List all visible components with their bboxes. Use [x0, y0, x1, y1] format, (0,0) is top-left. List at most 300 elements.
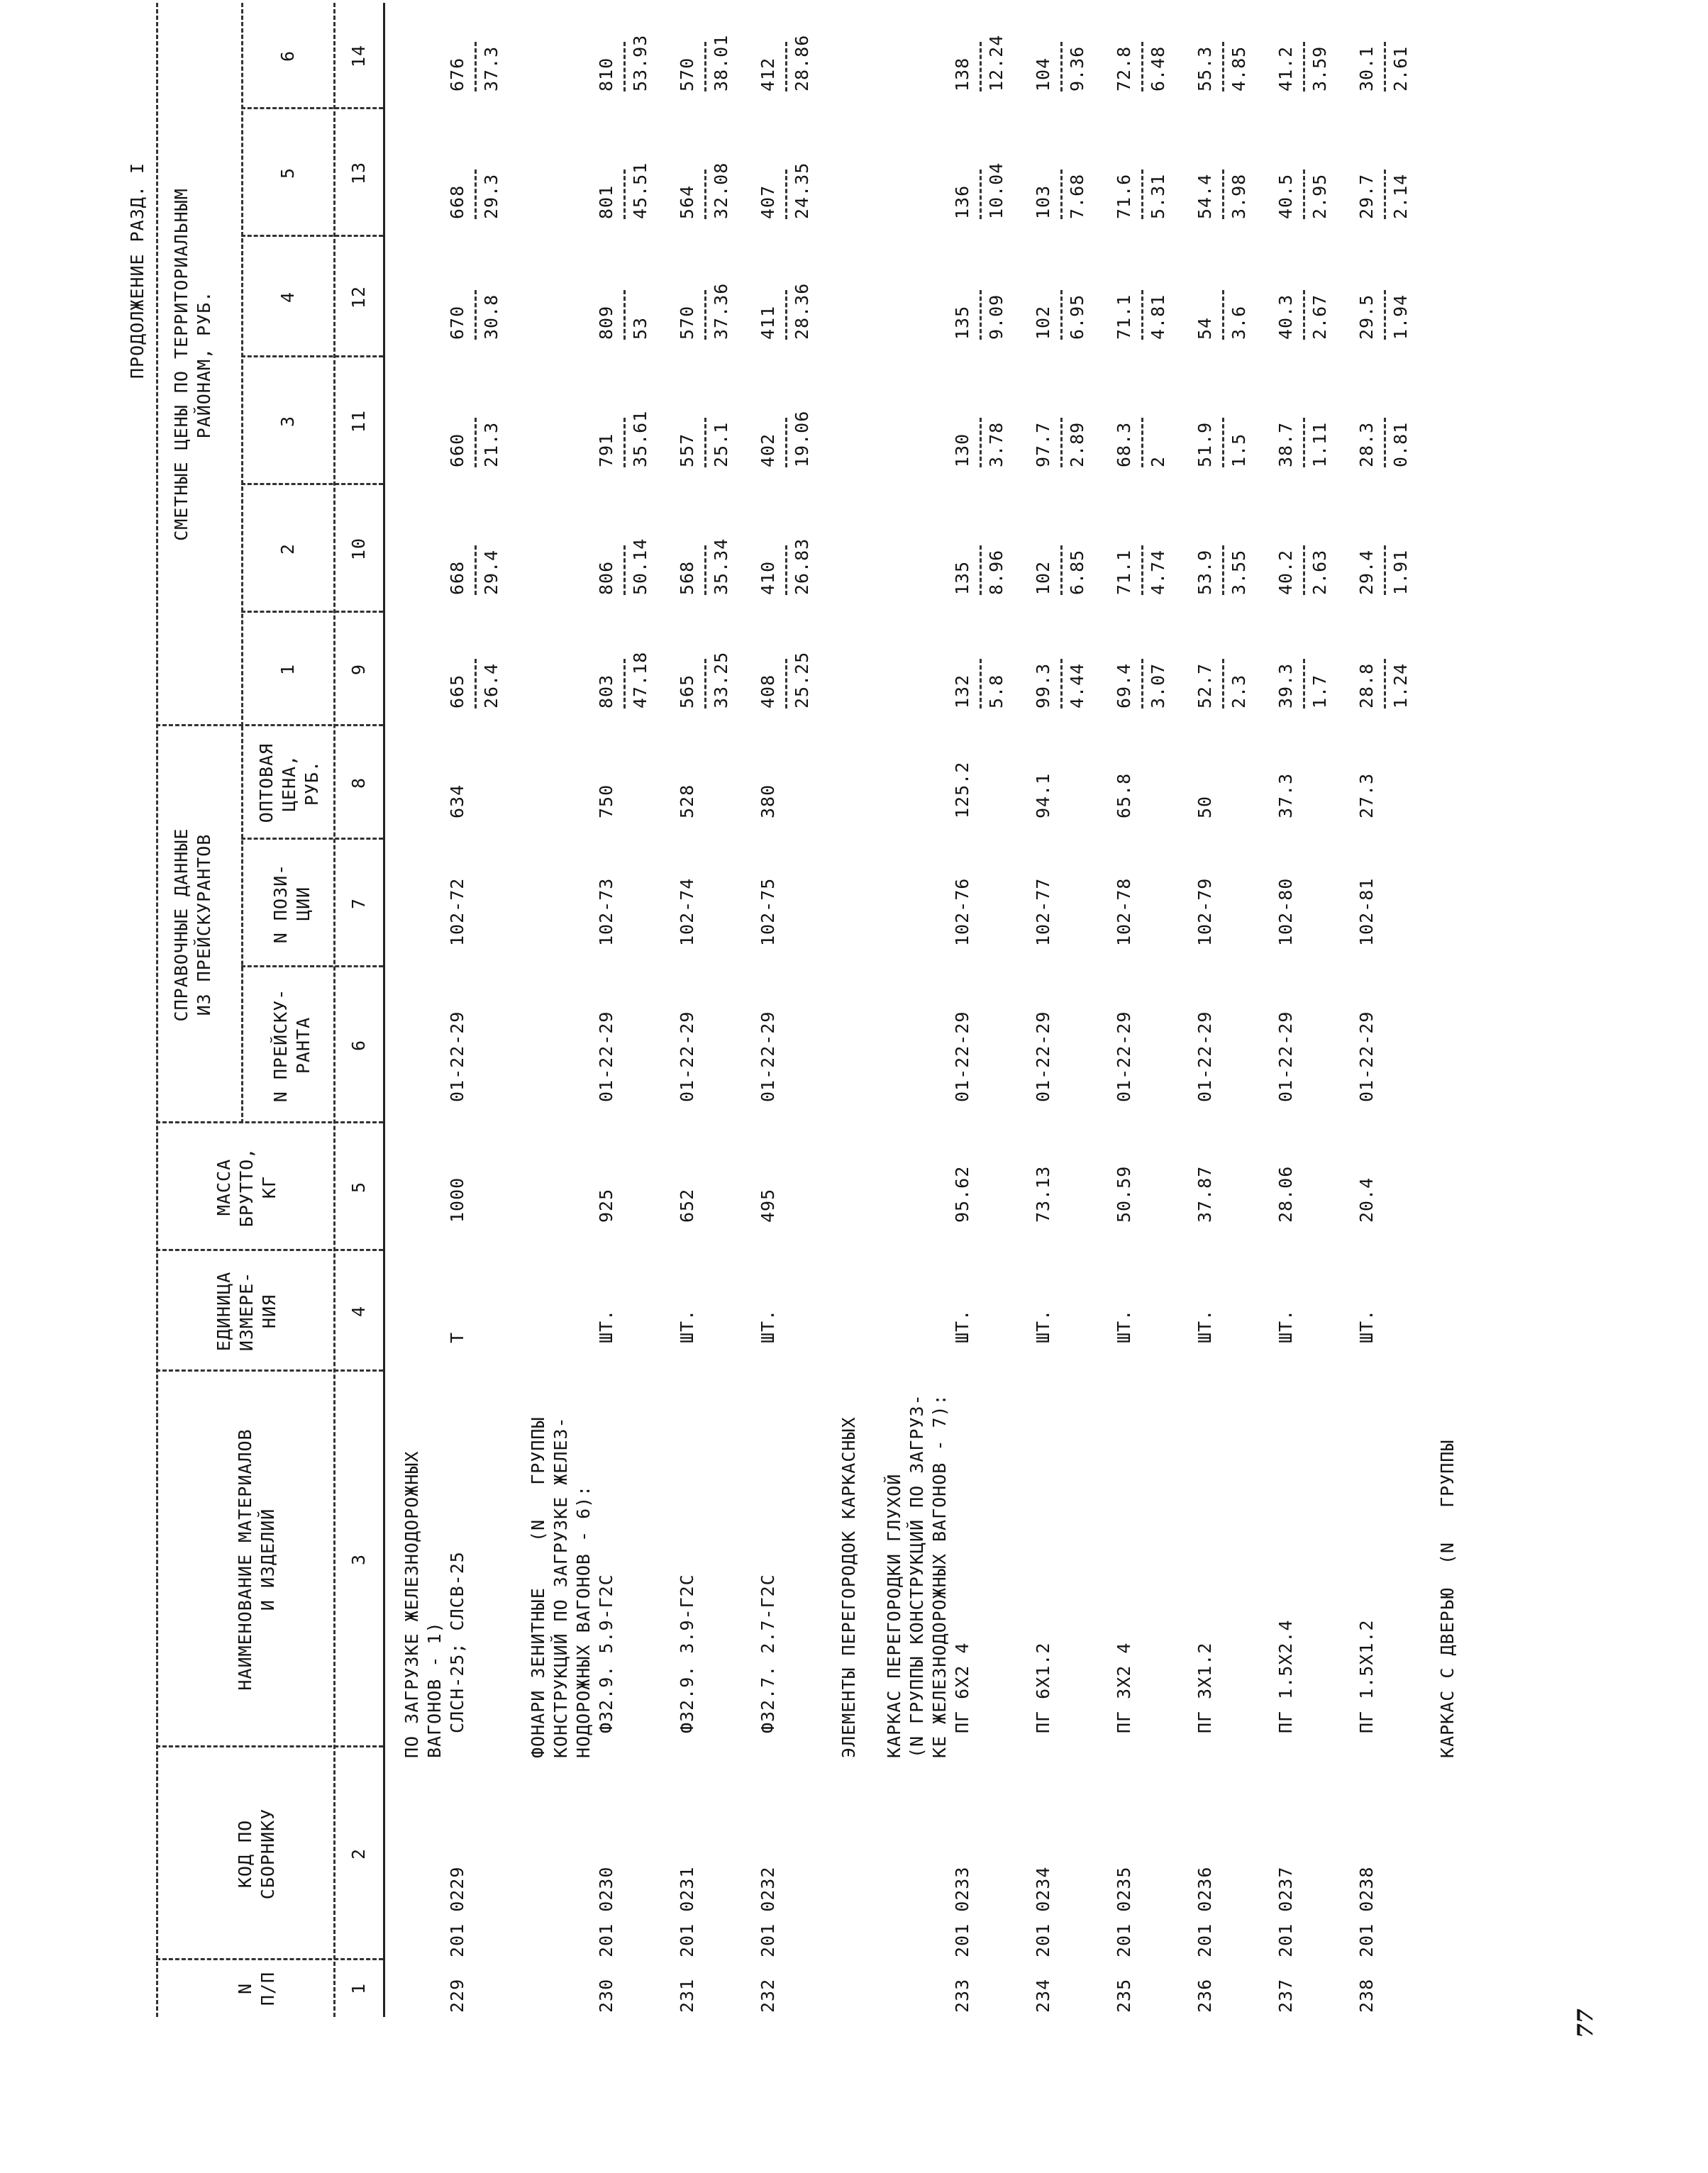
column-number: 3 [348, 1553, 369, 1566]
row-code: 201 0238 [1356, 1866, 1377, 1957]
price-separator [475, 545, 477, 595]
column-number: 1 [348, 1982, 369, 1995]
price-separator [1060, 169, 1063, 219]
column-number: 5 [348, 1181, 369, 1194]
row-estimated-price: 40.5 [1275, 173, 1296, 219]
region-number: 2 [277, 543, 298, 555]
column-header-wholesale: ЦЕНА, [279, 754, 299, 812]
row-estimated-price-transport: 0.81 [1390, 421, 1411, 467]
row-name: ПГ 3Х2 4 [1114, 1642, 1134, 1733]
page-number: 77 [1573, 2008, 1598, 2038]
price-separator [1222, 418, 1224, 467]
row-position: 102-79 [1194, 877, 1215, 946]
column-number-rule [333, 3, 336, 2017]
row-estimated-price-transport: 25.25 [792, 651, 812, 708]
row-estimated-price: 806 [596, 560, 616, 595]
row-estimated-price-transport: 5.31 [1148, 173, 1168, 219]
row-estimated-price: 660 [447, 433, 467, 467]
row-name: Ф32.9. 3.9-Г2С [677, 1574, 697, 1733]
price-separator [1222, 545, 1224, 595]
row-position: 102-73 [596, 877, 616, 946]
section-title: ПО ЗАГРУЗКЕ ЖЕЛЕЗНОДОРОЖНЫХ [401, 1450, 422, 1758]
row-unit: Т [447, 1331, 467, 1343]
row-estimated-price-transport: 6.95 [1067, 294, 1087, 340]
row-estimated-price: 408 [758, 674, 778, 708]
price-separator [1384, 545, 1386, 595]
row-mass: 20.4 [1356, 1177, 1377, 1223]
row-estimated-price: 39.3 [1275, 662, 1296, 708]
row-estimated-price: 668 [447, 560, 467, 595]
row-code: 201 0236 [1194, 1866, 1215, 1957]
row-estimated-price: 72.8 [1114, 45, 1134, 91]
row-estimated-price-transport: 9.36 [1067, 45, 1087, 91]
row-estimated-price-transport: 29.4 [481, 549, 501, 595]
row-estimated-price: 68.3 [1114, 421, 1134, 467]
row-mass: 37.87 [1194, 1165, 1215, 1223]
row-mass: 1000 [447, 1177, 467, 1223]
price-separator [1303, 418, 1305, 467]
row-estimated-price: 104 [1033, 57, 1053, 91]
row-mass: 652 [677, 1188, 697, 1223]
price-separator [1222, 169, 1224, 219]
row-estimated-price-transport: 37.36 [711, 282, 731, 340]
price-separator [785, 290, 787, 340]
column-number: 7 [348, 897, 369, 910]
row-estimated-price: 803 [596, 674, 616, 708]
column-number: 2 [348, 1847, 369, 1860]
row-pricelist: 01-22-29 [758, 1011, 778, 1102]
row-estimated-price: 136 [952, 184, 972, 219]
row-estimated-price-transport: 53 [630, 316, 650, 340]
row-number: 232 [758, 1978, 778, 2013]
row-estimated-price: 135 [952, 560, 972, 595]
price-separator [980, 290, 982, 340]
price-separator [785, 418, 787, 467]
row-mass: 495 [758, 1188, 778, 1223]
row-estimated-price-transport: 6.48 [1148, 45, 1168, 91]
row-estimated-price-transport: 19.06 [792, 410, 812, 467]
column-header-npp: П/П [257, 1971, 278, 2006]
column-header-name: И ИЗДЕЛИЙ [257, 1508, 278, 1611]
row-estimated-price: 38.7 [1275, 421, 1296, 467]
row-mass: 925 [596, 1188, 616, 1223]
header-bottom-rule [383, 3, 385, 2017]
price-separator [1384, 659, 1386, 708]
row-number: 230 [596, 1978, 616, 2013]
column-number: 9 [348, 663, 369, 676]
row-estimated-price: 29.5 [1356, 294, 1377, 340]
column-header-wholesale: РУБ. [301, 760, 322, 806]
row-estimated-price-transport: 1.11 [1309, 421, 1330, 467]
section-title: КАРКАС С ДВЕРЬЮ (N ГРУППЫ [1437, 1439, 1458, 1758]
price-separator [1303, 659, 1305, 708]
row-estimated-price: 69.4 [1114, 662, 1134, 708]
column-group-reference: СПРАВОЧНЫЕ ДАННЫЕ [171, 828, 192, 1022]
row-position: 102-75 [758, 877, 778, 946]
column-number: 8 [348, 777, 369, 789]
row-estimated-price: 565 [677, 674, 697, 708]
row-estimated-price: 30.1 [1356, 45, 1377, 91]
row-estimated-price: 138 [952, 57, 972, 91]
row-estimated-price-transport: 10.04 [986, 162, 1006, 219]
row-estimated-price: 564 [677, 184, 697, 219]
region-number: 6 [277, 50, 298, 62]
price-separator [1222, 42, 1224, 91]
row-unit: ШТ. [1033, 1308, 1053, 1343]
price-separator [1141, 169, 1143, 219]
column-header-unit: НИЯ [259, 1294, 279, 1329]
row-estimated-price: 557 [677, 433, 697, 467]
price-separator [475, 169, 477, 219]
row-estimated-price-transport: 25.1 [711, 421, 731, 467]
row-estimated-price: 132 [952, 674, 972, 708]
column-header-position: ЦИИ [293, 886, 314, 921]
row-estimated-price-transport: 7.68 [1067, 173, 1087, 219]
price-separator [1060, 42, 1063, 91]
row-code: 201 0229 [447, 1866, 467, 1957]
row-code: 201 0235 [1114, 1866, 1134, 1957]
region-number: 5 [277, 167, 298, 179]
price-separator [1060, 290, 1063, 340]
row-number: 236 [1194, 1978, 1215, 2013]
row-name: СЛСН-25; СЛСВ-25 [447, 1551, 467, 1733]
row-unit: ШТ. [1194, 1308, 1215, 1343]
price-separator [785, 42, 787, 91]
row-unit: ШТ. [677, 1308, 697, 1343]
price-separator [623, 418, 626, 467]
column-number: 4 [348, 1305, 369, 1318]
price-separator [1060, 545, 1063, 595]
row-estimated-price-transport: 21.3 [481, 421, 501, 467]
row-estimated-price: 402 [758, 433, 778, 467]
header-group-rule [241, 3, 243, 726]
row-estimated-price-transport: 53.93 [630, 34, 650, 91]
row-estimated-price-transport: 6.85 [1067, 549, 1087, 595]
price-separator [704, 659, 706, 708]
row-number: 238 [1356, 1978, 1377, 2013]
row-estimated-price-transport: 2.67 [1309, 294, 1330, 340]
row-estimated-price: 570 [677, 305, 697, 340]
row-pricelist: 01-22-29 [1114, 1011, 1134, 1102]
price-separator [704, 169, 706, 219]
column-header-name: НАИМЕНОВАНИЕ МАТЕРИАЛОВ [235, 1428, 255, 1691]
column-number: 10 [348, 537, 369, 561]
row-estimated-price: 791 [596, 433, 616, 467]
price-separator [1060, 418, 1063, 467]
row-name: ПГ 1.5Х1.2 [1356, 1619, 1377, 1733]
price-separator [623, 659, 626, 708]
column-header-code: СБОРНИКУ [257, 1808, 278, 1900]
row-estimated-price-transport: 9.09 [986, 294, 1006, 340]
price-separator [1384, 169, 1386, 219]
price-separator [704, 418, 706, 467]
column-group-estimated-prices: СМЕТНЫЕ ЦЕНЫ ПО ТЕРРИТОРИАЛЬНЫМ [171, 188, 192, 541]
row-code: 201 0237 [1275, 1866, 1296, 1957]
price-separator [1384, 418, 1386, 467]
row-estimated-price: 97.7 [1033, 421, 1053, 467]
row-number: 234 [1033, 1978, 1053, 2013]
row-estimated-price: 99.3 [1033, 662, 1053, 708]
row-estimated-price: 28.3 [1356, 421, 1377, 467]
row-estimated-price-transport: 5.8 [986, 674, 1006, 708]
section-header: ПРОДОЛЖЕНИЕ РАЗД. I [127, 162, 148, 379]
row-pricelist: 01-22-29 [447, 1011, 467, 1102]
row-estimated-price-transport: 1.91 [1390, 549, 1411, 595]
row-wholesale: 27.3 [1356, 772, 1377, 818]
row-number: 237 [1275, 1978, 1296, 2013]
row-name: ПГ 1.5Х2.4 [1275, 1619, 1296, 1733]
row-estimated-price: 40.3 [1275, 294, 1296, 340]
row-estimated-price: 54 [1194, 316, 1215, 340]
price-separator [980, 418, 982, 467]
row-estimated-price-transport: 47.18 [630, 651, 650, 708]
row-estimated-price: 29.7 [1356, 173, 1377, 219]
row-wholesale: 65.8 [1114, 772, 1134, 818]
column-number: 14 [348, 44, 369, 68]
row-wholesale: 50 [1194, 795, 1215, 818]
row-number: 231 [677, 1978, 697, 2013]
row-estimated-price-transport: 35.61 [630, 410, 650, 467]
column-header-unit: ЕДИНИЦА [214, 1271, 234, 1352]
price-separator [1060, 659, 1063, 708]
row-estimated-price: 53.9 [1194, 549, 1215, 595]
header-group-rule [241, 726, 243, 1123]
row-estimated-price-transport: 38.01 [711, 34, 731, 91]
section-title: НОДОРОЖНЫХ ВАГОНОВ - 6): [573, 1484, 594, 1758]
column-header-pricelist: РАНТА [293, 1016, 314, 1074]
column-header-mass: МАССА [214, 1158, 234, 1216]
column-header-position: N ПОЗИ- [270, 863, 291, 944]
row-name: Ф32.9. 5.9-Г2С [596, 1574, 616, 1733]
price-separator [1384, 290, 1386, 340]
row-estimated-price: 407 [758, 184, 778, 219]
row-estimated-price-transport: 4.81 [1148, 294, 1168, 340]
row-estimated-price-transport: 2.14 [1390, 173, 1411, 219]
header-top-rule [156, 3, 158, 2017]
row-wholesale: 37.3 [1275, 772, 1296, 818]
row-estimated-price-transport: 3.6 [1229, 305, 1249, 340]
row-estimated-price: 801 [596, 184, 616, 219]
row-estimated-price: 568 [677, 560, 697, 595]
row-estimated-price: 670 [447, 305, 467, 340]
price-separator [1303, 545, 1305, 595]
row-mass: 73.13 [1033, 1165, 1053, 1223]
column-number: 12 [348, 285, 369, 309]
row-estimated-price-transport: 2.3 [1229, 674, 1249, 708]
row-code: 201 0232 [758, 1866, 778, 1957]
column-header-mass: БРУТТО, [236, 1147, 257, 1228]
price-separator [704, 290, 706, 340]
column-group-estimated-prices: РАЙОНАМ, РУБ. [194, 290, 214, 439]
row-estimated-price: 676 [447, 57, 467, 91]
row-estimated-price: 102 [1033, 305, 1053, 340]
row-wholesale: 380 [758, 784, 778, 818]
row-estimated-price-transport: 2 [1148, 455, 1168, 467]
row-estimated-price: 28.8 [1356, 662, 1377, 708]
row-estimated-price-transport: 1.7 [1309, 674, 1330, 708]
price-separator [1141, 418, 1143, 467]
section-title: КЕ ЖЕЛЕЗНОДОРОЖНЫХ ВАГОНОВ - 7): [929, 1394, 950, 1758]
price-separator [1222, 290, 1224, 340]
price-separator [704, 42, 706, 91]
row-estimated-price: 71.6 [1114, 173, 1134, 219]
price-separator [980, 659, 982, 708]
row-estimated-price: 41.2 [1275, 45, 1296, 91]
price-separator [785, 659, 787, 708]
row-wholesale: 94.1 [1033, 772, 1053, 818]
row-estimated-price-transport: 2.95 [1309, 173, 1330, 219]
row-estimated-price-transport: 26.83 [792, 538, 812, 595]
row-estimated-price: 40.2 [1275, 549, 1296, 595]
row-estimated-price: 102 [1033, 560, 1053, 595]
row-position: 102-81 [1356, 877, 1377, 946]
row-estimated-price-transport: 2.61 [1390, 45, 1411, 91]
column-header-pricelist: N ПРЕЙСКУ- [270, 988, 291, 1103]
row-mass: 28.06 [1275, 1165, 1296, 1223]
section-title: КОНСТРУКЦИЙ ПО ЗАГРУЗКЕ ЖЕЛЕЗ- [550, 1416, 571, 1758]
row-pricelist: 01-22-29 [1033, 1011, 1053, 1102]
row-estimated-price: 29.4 [1356, 549, 1377, 595]
price-separator [1141, 659, 1143, 708]
price-separator [980, 545, 982, 595]
price-separator [1303, 169, 1305, 219]
column-header-code: КОД ПО [235, 1819, 255, 1889]
row-unit: ШТ. [758, 1308, 778, 1343]
row-estimated-price-transport: 45.51 [630, 162, 650, 219]
row-pricelist: 01-22-29 [1275, 1011, 1296, 1102]
region-number: 1 [277, 663, 298, 676]
column-number: 13 [348, 161, 369, 185]
row-mass: 95.62 [952, 1165, 972, 1223]
row-estimated-price-transport: 12.24 [986, 34, 1006, 91]
column-header-wholesale: ОПТОВАЯ [256, 743, 277, 823]
section-title: ЭЛЕМЕНТЫ ПЕРЕГОРОДОК КАРКАСНЫХ [838, 1416, 859, 1758]
row-position: 102-80 [1275, 877, 1296, 946]
row-estimated-price-transport: 29.3 [481, 173, 501, 219]
price-separator [980, 169, 982, 219]
row-code: 201 0234 [1033, 1866, 1053, 1957]
row-wholesale: 750 [596, 784, 616, 818]
price-separator [704, 545, 706, 595]
row-estimated-price-transport: 3.59 [1309, 45, 1330, 91]
row-unit: ШТ. [952, 1308, 972, 1343]
price-separator [623, 545, 626, 595]
row-estimated-price-transport: 2.89 [1067, 421, 1087, 467]
row-mass: 50.59 [1114, 1165, 1134, 1223]
price-separator [1303, 42, 1305, 91]
row-position: 102-78 [1114, 877, 1134, 946]
column-number: 6 [348, 1039, 369, 1052]
region-number: 4 [277, 291, 298, 304]
price-separator [475, 418, 477, 467]
section-title: (N ГРУППЫ КОНСТРУКЦИЙ ПО ЗАГРУЗ- [906, 1394, 927, 1758]
price-separator [623, 42, 626, 91]
row-estimated-price-transport: 1.5 [1229, 433, 1249, 467]
row-estimated-price-transport: 4.44 [1067, 662, 1087, 708]
row-pricelist: 01-22-29 [677, 1011, 697, 1102]
row-number: 229 [447, 1978, 467, 2013]
row-estimated-price-transport: 3.07 [1148, 662, 1168, 708]
row-pricelist: 01-22-29 [952, 1011, 972, 1102]
row-estimated-price-transport: 2.63 [1309, 549, 1330, 595]
row-pricelist: 01-22-29 [1356, 1011, 1377, 1102]
row-estimated-price-transport: 28.36 [792, 282, 812, 340]
row-estimated-price-transport: 37.3 [481, 45, 501, 91]
price-separator [1141, 545, 1143, 595]
column-number: 11 [348, 409, 369, 433]
column-group-reference: ИЗ ПРЕЙСКУРАНТОВ [194, 833, 214, 1016]
region-number: 3 [277, 415, 298, 428]
row-estimated-price: 809 [596, 305, 616, 340]
row-unit: ШТ. [1114, 1308, 1134, 1343]
row-estimated-price: 71.1 [1114, 549, 1134, 595]
row-estimated-price-transport: 30.8 [481, 294, 501, 340]
row-estimated-price: 135 [952, 305, 972, 340]
price-separator [475, 659, 477, 708]
row-estimated-price-transport: 3.98 [1229, 173, 1249, 219]
row-estimated-price: 130 [952, 433, 972, 467]
row-estimated-price-transport: 8.96 [986, 549, 1006, 595]
price-separator [785, 169, 787, 219]
price-separator [475, 42, 477, 91]
row-estimated-price-transport: 3.78 [986, 421, 1006, 467]
row-estimated-price-transport: 28.86 [792, 34, 812, 91]
price-separator [1141, 42, 1143, 91]
row-pricelist: 01-22-29 [1194, 1011, 1215, 1102]
column-header-unit: ИЗМЕРЕ- [236, 1271, 257, 1352]
row-wholesale: 634 [447, 784, 467, 818]
row-wholesale: 528 [677, 784, 697, 818]
price-separator [1222, 659, 1224, 708]
price-separator [1141, 290, 1143, 340]
section-title: КАРКАС ПЕРЕГОРОДКИ ГЛУХОЙ [884, 1473, 904, 1758]
row-estimated-price-transport: 26.4 [481, 662, 501, 708]
row-estimated-price: 810 [596, 57, 616, 91]
row-estimated-price: 410 [758, 560, 778, 595]
row-unit: ШТ. [596, 1308, 616, 1343]
row-estimated-price: 411 [758, 305, 778, 340]
row-position: 102-76 [952, 877, 972, 946]
row-estimated-price: 668 [447, 184, 467, 219]
row-number: 233 [952, 1978, 972, 2013]
price-separator [785, 545, 787, 595]
row-estimated-price-transport: 24.35 [792, 162, 812, 219]
row-estimated-price: 54.4 [1194, 173, 1215, 219]
row-name: ПГ 3Х1.2 [1194, 1642, 1215, 1733]
price-separator [623, 290, 626, 340]
row-estimated-price: 570 [677, 57, 697, 91]
row-position: 102-74 [677, 877, 697, 946]
row-name: ПГ 6Х1.2 [1033, 1642, 1053, 1733]
row-estimated-price: 665 [447, 674, 467, 708]
section-title: ФОНАРИ ЗЕНИТНЫЕ (N ГРУППЫ [528, 1416, 548, 1758]
row-wholesale: 125.2 [952, 761, 972, 818]
price-separator [1384, 42, 1386, 91]
row-position: 102-77 [1033, 877, 1053, 946]
row-position: 102-72 [447, 877, 467, 946]
row-estimated-price-transport: 1.94 [1390, 294, 1411, 340]
price-separator [980, 42, 982, 91]
price-separator [1303, 290, 1305, 340]
row-estimated-price: 55.3 [1194, 45, 1215, 91]
row-number: 235 [1114, 1978, 1134, 2013]
row-unit: ШТ. [1275, 1308, 1296, 1343]
row-estimated-price-transport: 33.25 [711, 651, 731, 708]
row-estimated-price: 412 [758, 57, 778, 91]
row-estimated-price-transport: 50.14 [630, 538, 650, 595]
price-separator [623, 169, 626, 219]
row-estimated-price-transport: 4.74 [1148, 549, 1168, 595]
